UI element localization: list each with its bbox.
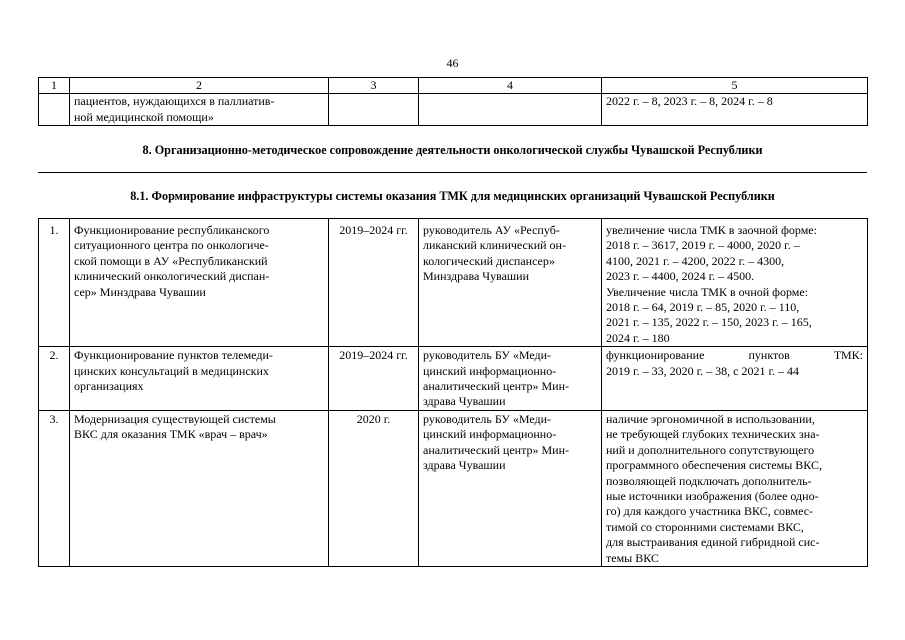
cell-responsible	[419, 347, 602, 411]
cell-activity	[70, 347, 329, 411]
cell-result	[602, 410, 868, 566]
section-8-1-title: 8.1. Формирование инфраструктуры системы оказания ТМК для медицинских организаций Чувашской Республики	[130, 189, 775, 203]
text-line: 2021 г. – 135, 2022 г. – 150, 2023 г. – 165,	[606, 315, 812, 330]
text-line: ные источники изображения (более одно-	[606, 488, 819, 503]
text-line: ситуационного центра по онкологиче-	[74, 238, 269, 253]
table-continuation	[38, 77, 868, 126]
text-line: ской помощи в АУ «Республиканский	[74, 253, 268, 268]
text-line: увеличение числа ТМК в заочной форме:	[606, 223, 817, 237]
table-row-continuation	[39, 94, 868, 126]
cell-activity	[70, 94, 329, 126]
header-col-5: 5	[602, 78, 868, 94]
cell-result	[602, 219, 868, 347]
text-line: аналитический центр» Мин-	[423, 442, 569, 457]
text-line: цинский информационно-	[423, 363, 557, 378]
text-line: руководитель БУ «Меди-	[423, 348, 552, 363]
text-line: 2018 г. – 64, 2019 г. – 85, 2020 г. – 110,	[606, 300, 800, 315]
cell-responsible	[419, 410, 602, 566]
cell-result	[602, 347, 868, 411]
text-line: Модернизация существующей системы	[74, 411, 276, 426]
text-line: здрава Чувашии	[423, 394, 506, 409]
page-number: 46	[446, 56, 459, 70]
text-line: Увеличение числа ТМК в очной форме:	[606, 284, 809, 299]
header-col-1: 1	[39, 78, 70, 94]
text-line: 2023 г. – 4400, 2024 г. – 4500.	[606, 269, 755, 284]
text-line: здрава Чувашии	[423, 458, 506, 473]
cell-result: 2022 г. – 8, 2023 г. – 8, 2024 г. – 8	[602, 94, 868, 126]
header-col-2: 2	[70, 78, 329, 94]
text-line: позволяющей подключать дополнитель-	[606, 473, 812, 488]
text-line: организациях	[74, 379, 144, 394]
table-main	[38, 218, 868, 567]
text-line: цинский информационно-	[423, 427, 557, 442]
text-line: 2024 г. – 180	[606, 330, 670, 345]
cell-period	[329, 94, 419, 126]
text-line: не требующей глубоких технических зна-	[606, 427, 820, 442]
text-line: клинический онкологический диспан-	[74, 269, 270, 284]
text-line: сер» Минздрава Чувашии	[74, 284, 206, 299]
text-line: руководитель АУ «Респуб-	[423, 223, 560, 237]
text-line: 4100, 2021 г. – 4200, 2022 г. – 4300,	[606, 253, 785, 268]
text-line: Функционирование республиканского	[74, 223, 270, 237]
cell-activity	[70, 410, 329, 566]
text-line: тимой со сторонними системами ВКС,	[606, 519, 804, 534]
cell-num: 2.	[39, 347, 70, 411]
text-line: наличие эргономичной в использовании,	[606, 411, 815, 426]
text-line: руководитель БУ «Меди-	[423, 411, 552, 426]
table-row	[39, 219, 868, 347]
text-line: программного обеспечения системы ВКС,	[606, 458, 822, 473]
text-line: ной медицинской помощи»	[74, 109, 214, 124]
cell-num: 1.	[39, 219, 70, 347]
text-line: аналитический центр» Мин-	[423, 379, 569, 394]
table-row	[39, 410, 868, 566]
cell-responsible	[419, 94, 602, 126]
text-line: темы ВКС	[606, 550, 659, 565]
text-line: ний и дополнительного сопутствующего	[606, 442, 815, 457]
cell-period: 2019–2024 гг.	[329, 347, 419, 411]
text-line: цинских консультаций в медицинских	[74, 363, 269, 378]
cell-num	[39, 94, 70, 126]
cell-period: 2019–2024 гг.	[329, 219, 419, 347]
text-line: ликанский клинический он-	[423, 238, 566, 253]
section-8-title: 8. Организационно-методическое сопровождение деятельности онкологической службы Чувашской Республики	[142, 143, 763, 157]
cell-num: 3.	[39, 410, 70, 566]
text-line: для выстраивания единой гибридной сис-	[606, 535, 820, 550]
cell-responsible	[419, 219, 602, 347]
text-line: пациентов, нуждающихся в паллиатив-	[74, 94, 275, 109]
text-line: 2018 г. – 3617, 2019 г. – 4000, 2020 г. –	[606, 238, 800, 253]
text-line: Минздрава Чувашии	[423, 269, 530, 284]
text-line: кологический диспансер»	[423, 253, 555, 268]
divider	[38, 172, 867, 173]
text-line: функционирование пунктов ТМК:	[606, 348, 863, 363]
table-row	[39, 347, 868, 411]
text-line: Функционирование пунктов телемеди-	[74, 348, 273, 363]
text-line: ВКС для оказания ТМК «врач – врач»	[74, 427, 268, 442]
text-line: 2019 г. – 33, 2020 г. – 38, с 2021 г. – 44	[606, 363, 800, 378]
header-col-4: 4	[419, 78, 602, 94]
text-line: го) для каждого участника ВКС, совмес-	[606, 504, 814, 519]
header-col-3: 3	[329, 78, 419, 94]
table-header-row	[39, 78, 868, 94]
cell-period: 2020 г.	[329, 410, 419, 566]
cell-activity	[70, 219, 329, 347]
